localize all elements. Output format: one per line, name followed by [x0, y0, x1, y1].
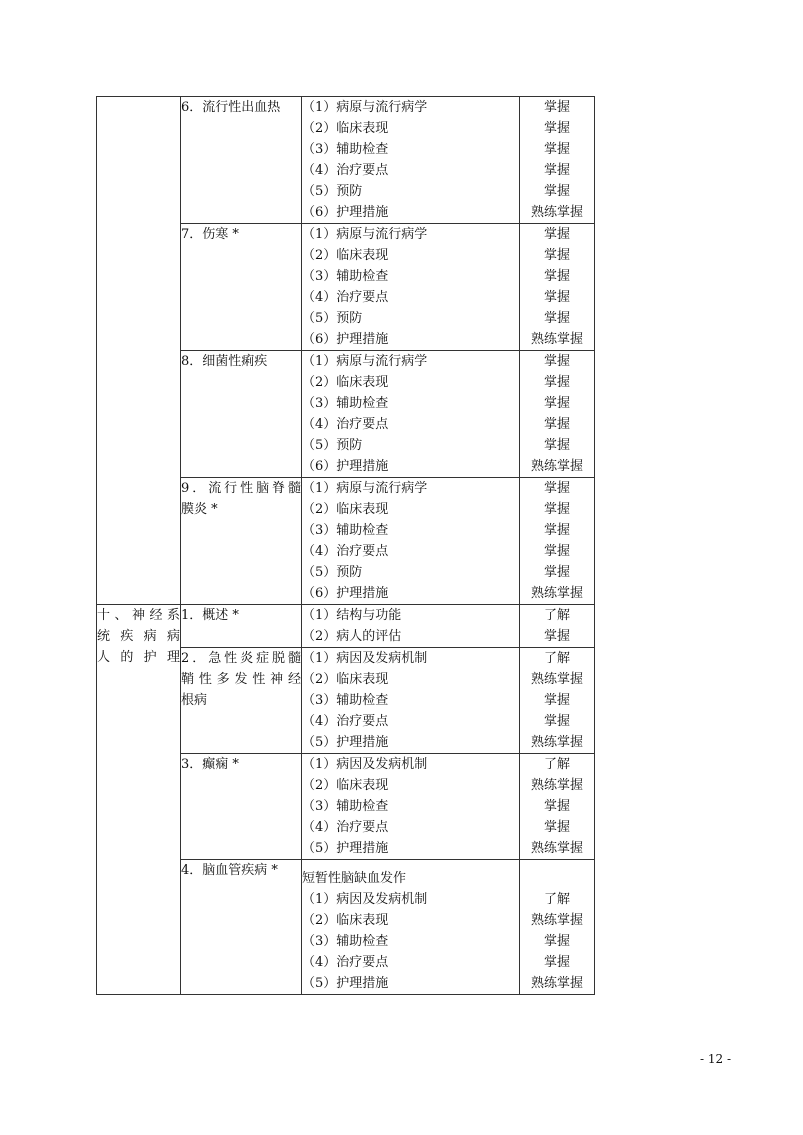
topic-cell: [181, 648, 302, 754]
level-cell: [520, 351, 595, 478]
content-item: （1）病因及发病机制: [302, 892, 428, 907]
topic-title-line: 2．急性炎症脱髓: [181, 651, 301, 666]
syllabus-table-body: [97, 97, 595, 995]
level-cell: [520, 860, 595, 995]
content-item: （3）辅助检查: [302, 799, 389, 814]
content-cell: [302, 478, 520, 605]
level-item: 了解: [543, 757, 570, 772]
level-item: 掌握: [543, 693, 570, 708]
content-item: （3）辅助检查: [302, 523, 389, 538]
table-row: [97, 605, 595, 648]
content-item: （5）预防: [302, 311, 363, 326]
content-cell: [302, 754, 520, 860]
content-item: （1）病因及发病机制: [302, 651, 428, 666]
level-item: 了解: [543, 892, 570, 907]
content-item: （2）临床表现: [302, 248, 389, 263]
content-item: （3）辅助检查: [302, 396, 389, 411]
content-item: （1）病原与流行病学: [302, 354, 428, 369]
topic-title: 6．流行性出血热: [181, 100, 281, 115]
content-item: （5）预防: [302, 184, 363, 199]
content-item: （2）临床表现: [302, 778, 389, 793]
category-title-line: 统疾病病: [97, 629, 180, 644]
content-cell: [302, 224, 520, 351]
topic-cell: [181, 97, 302, 224]
level-item: 掌握: [543, 375, 570, 390]
level-item: 掌握: [543, 544, 570, 559]
category-title-line: 人的护理: [97, 650, 180, 665]
level-item: 了解: [543, 651, 570, 666]
content-item: （3）辅助检查: [302, 693, 389, 708]
level-item: 掌握: [543, 311, 570, 326]
topic-title: 4．脑血管疾病 *: [181, 863, 278, 878]
content-cell: [302, 97, 520, 224]
content-item: （1）结构与功能: [302, 608, 402, 623]
content-item: （1）病原与流行病学: [302, 100, 428, 115]
level-item: 掌握: [543, 269, 570, 284]
topic-cell: [181, 605, 302, 648]
content-item: （4）治疗要点: [302, 163, 389, 178]
level-item: 熟练掌握: [530, 976, 583, 991]
level-cell: [520, 478, 595, 605]
topic-title: 8．细菌性痢疾: [181, 354, 268, 369]
content-item: （1）病原与流行病学: [302, 481, 428, 496]
topic-title-line: 9．流行性脑脊髓: [181, 481, 301, 496]
level-item: 掌握: [543, 934, 570, 949]
level-item: 掌握: [543, 100, 570, 115]
level-spacer: [520, 868, 594, 889]
topic-title-line: 根病: [181, 693, 208, 708]
level-item: 掌握: [543, 629, 570, 644]
topic-cell: [181, 478, 302, 605]
level-item: 掌握: [543, 523, 570, 538]
content-cell: [302, 351, 520, 478]
level-item: 掌握: [543, 184, 570, 199]
level-item: 熟练掌握: [530, 586, 583, 601]
content-item: （5）预防: [302, 565, 363, 580]
level-item: 掌握: [543, 142, 570, 157]
content-cell: [302, 860, 520, 995]
content-item: （4）治疗要点: [302, 955, 389, 970]
level-cell: [520, 97, 595, 224]
content-item: （5）护理措施: [302, 841, 389, 856]
topic-cell: [181, 351, 302, 478]
topic-title: 3．癫痫 *: [181, 757, 239, 772]
topic-title: 1．概述 *: [181, 608, 239, 623]
topic-cell: [181, 860, 302, 995]
content-item: （4）治疗要点: [302, 544, 389, 559]
category-cell: [97, 97, 181, 605]
topic-title: 7．伤寒 *: [181, 227, 239, 242]
content-item: （4）治疗要点: [302, 820, 389, 835]
level-item: 掌握: [543, 396, 570, 411]
level-item: 掌握: [543, 290, 570, 305]
level-item: 掌握: [543, 438, 570, 453]
level-item: 掌握: [543, 163, 570, 178]
topic-title-line: 膜炎 *: [181, 502, 218, 517]
content-item: （2）临床表现: [302, 913, 389, 928]
level-item: 掌握: [543, 799, 570, 814]
content-item: （4）治疗要点: [302, 417, 389, 432]
syllabus-table: [96, 96, 595, 995]
level-cell: [520, 648, 595, 754]
level-item: 熟练掌握: [530, 778, 583, 793]
content-item: （1）病因及发病机制: [302, 757, 428, 772]
content-item: （2）临床表现: [302, 375, 389, 390]
content-item: （5）护理措施: [302, 976, 389, 991]
level-cell: [520, 224, 595, 351]
page-number: - 12 -: [700, 1052, 732, 1066]
content-item: （4）治疗要点: [302, 290, 389, 305]
level-item: 掌握: [543, 820, 570, 835]
level-item: 熟练掌握: [530, 841, 583, 856]
content-item: （2）临床表现: [302, 121, 389, 136]
level-item: 熟练掌握: [530, 205, 583, 220]
content-item: （2）病人的评估: [302, 629, 402, 644]
level-item: 掌握: [543, 354, 570, 369]
level-item: 熟练掌握: [530, 913, 583, 928]
level-item: 掌握: [543, 714, 570, 729]
level-item: 掌握: [543, 417, 570, 432]
content-item: （1）病原与流行病学: [302, 227, 428, 242]
content-item: （2）临床表现: [302, 502, 389, 517]
content-item: （5）预防: [302, 438, 363, 453]
content-subheading: 短暂性脑缺血发作: [302, 871, 407, 886]
category-title-line: 十、神经系: [97, 608, 180, 623]
category-cell: [97, 605, 181, 995]
topic-cell: [181, 224, 302, 351]
level-item: 了解: [543, 608, 570, 623]
level-item: 掌握: [543, 481, 570, 496]
content-item: （3）辅助检查: [302, 142, 389, 157]
content-item: （3）辅助检查: [302, 934, 389, 949]
level-item: 掌握: [543, 227, 570, 242]
content-item: （4）治疗要点: [302, 714, 389, 729]
content-item: （3）辅助检查: [302, 269, 389, 284]
level-item: 掌握: [543, 248, 570, 263]
table-row: [97, 97, 595, 224]
content-item: （5）护理措施: [302, 735, 389, 750]
content-item: （6）护理措施: [302, 332, 389, 347]
content-item: （2）临床表现: [302, 672, 389, 687]
level-cell: [520, 754, 595, 860]
level-item: 掌握: [543, 955, 570, 970]
level-item: 掌握: [543, 565, 570, 580]
topic-title-line: 鞘性多发性神经: [181, 672, 301, 687]
level-item: 掌握: [543, 121, 570, 136]
level-item: 熟练掌握: [530, 672, 583, 687]
level-cell: [520, 605, 595, 648]
content-item: （6）护理措施: [302, 205, 389, 220]
level-item: 熟练掌握: [530, 735, 583, 750]
topic-cell: [181, 754, 302, 860]
content-item: （6）护理措施: [302, 459, 389, 474]
content-cell: [302, 605, 520, 648]
content-item: （6）护理措施: [302, 586, 389, 601]
level-item: 熟练掌握: [530, 459, 583, 474]
level-item: 熟练掌握: [530, 332, 583, 347]
level-item: 掌握: [543, 502, 570, 517]
content-cell: [302, 648, 520, 754]
